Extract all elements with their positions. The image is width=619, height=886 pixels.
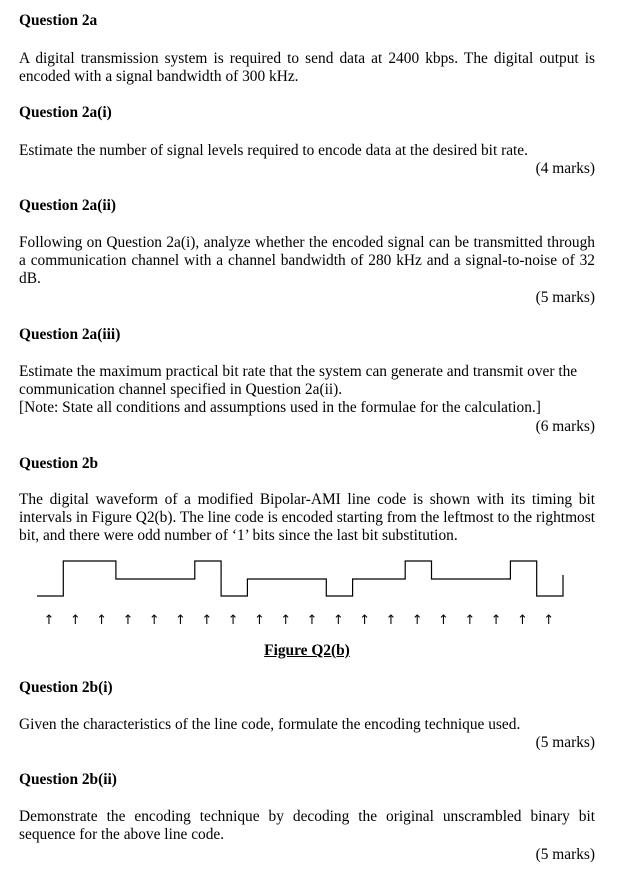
- timing-arrow: ↑: [464, 613, 476, 628]
- question-2b-heading: Question 2b: [19, 455, 99, 472]
- timing-arrow: ↑: [516, 613, 528, 628]
- timing-arrow: ↑: [227, 613, 239, 628]
- question-2b-i-text: Given the characteristics of the line code, formulate the encoding technique used.: [19, 716, 521, 733]
- timing-arrow: ↑: [280, 613, 292, 628]
- timing-arrow: ↑: [69, 613, 81, 628]
- timing-arrow: ↑: [201, 613, 213, 628]
- timing-arrow: ↑: [175, 613, 186, 628]
- waveform-trace: [37, 561, 563, 596]
- question-2a-iii-heading: Question 2a(iii): [19, 326, 121, 343]
- question-2b-text: The digital waveform of a modified Bipolar-AMI line code is shown with its timing bit intervals in Figure Q2(b). The line code is encoded starting from the leftmost to the rightmost bit, and there were odd number of ‘1’ bits since the last bit substitution.: [19, 491, 595, 544]
- timing-arrows: [44, 613, 555, 628]
- timing-arrow: ↑: [122, 613, 134, 628]
- question-2a-i-text: Estimate the number of signal levels required to encode data at the desired bit rate.: [19, 142, 528, 159]
- timing-arrow: ↑: [306, 613, 318, 628]
- timing-arrow: ↑: [438, 613, 449, 628]
- question-2a-text: A digital transmission system is required to send data at 2400 kbps. The digital output is encoded with a signal bandwidth of 300 kHz.: [19, 50, 595, 85]
- timing-arrow: ↑: [359, 613, 371, 628]
- question-2a-i-heading: Question 2a(i): [19, 104, 112, 121]
- question-2b-ii-heading: Question 2b(ii): [19, 771, 117, 788]
- question-2a-ii-text: Following on Question 2a(i), analyze whether the encoded signal can be transmitted through a communication channel with a channel bandwidth of 280 kHz and a signal-to-noise of 32 dB.: [19, 234, 595, 287]
- question-2b-i-heading: Question 2b(i): [19, 679, 113, 696]
- timing-arrow: ↑: [332, 613, 344, 628]
- timing-arrow: ↑: [411, 613, 423, 628]
- question-2a-i-marks: (4 marks): [535, 160, 595, 177]
- timing-arrow: ↑: [96, 613, 108, 628]
- question-2b-i-marks: (5 marks): [535, 734, 595, 751]
- figure-q2b-caption: Figure Q2(b): [264, 642, 350, 659]
- timing-arrow: ↑: [148, 613, 160, 628]
- question-2a-heading: Question 2a: [19, 12, 98, 29]
- line-code-waveform: [0, 555, 619, 630]
- question-2b-ii-marks: (5 marks): [535, 846, 595, 863]
- waveform-line: [37, 561, 563, 596]
- question-2a-iii-text: Estimate the maximum practical bit rate that the system can generate and transmit over the communication channel specified in Question 2a(ii).: [19, 363, 578, 398]
- timing-arrow: ↑: [253, 613, 265, 628]
- timing-arrow: ↑: [543, 613, 555, 628]
- question-2a-iii-note: [Note: State all conditions and assumptions used in the formulae for the calculation.]: [19, 399, 541, 416]
- question-2a-iii-marks: (6 marks): [535, 418, 595, 435]
- question-2a-ii-marks: (5 marks): [535, 289, 595, 306]
- timing-arrow: ↑: [385, 613, 397, 628]
- question-2a-ii-heading: Question 2a(ii): [19, 197, 117, 214]
- timing-arrow: ↑: [490, 613, 502, 628]
- question-2b-ii-text: Demonstrate the encoding technique by decoding the original unscrambled binary bit sequence for the above line code.: [19, 808, 595, 843]
- timing-arrow: ↑: [43, 613, 55, 628]
